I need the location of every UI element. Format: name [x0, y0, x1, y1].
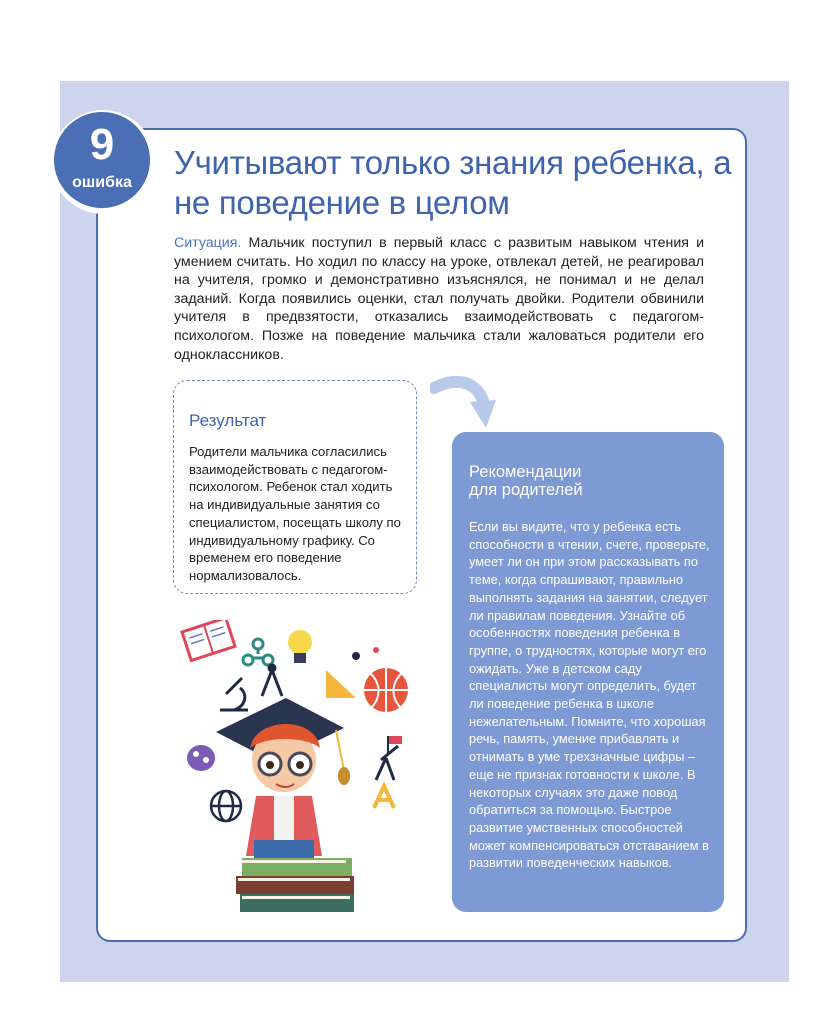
molecule-icon — [243, 639, 273, 665]
palette-icon — [187, 745, 215, 771]
letter-a-icon — [374, 786, 394, 808]
light-bulb-icon — [288, 630, 312, 663]
recommendations-heading — [469, 463, 709, 499]
recommendations-heading-line2: для родителей — [469, 481, 583, 499]
page-title: Учитывают только знания ребенка, а не поведение в целом — [174, 144, 732, 221]
badge-number: 9 — [89, 120, 115, 169]
situation-paragraph — [174, 234, 704, 364]
result-box — [173, 380, 417, 594]
recommendations-text: Если вы видите, что у ребенка есть способности в чтении, счете, проверьте, умеет ли он при этом рассказывать по теме, когда спрашивают, правильно выполнять задания на занятии, следует ли правилам поведения. Узнайте об особенностях поведения ребенка в группе, о трудностях, которые могут его ожидать. Уже в детском саду специалисты могут определить, будет ли поведение ребенка в школе нежелательным. Помните, что хорошая речь, память, умение прибавлять и отнимать в уме трехзначные цифры – еще не признак готовности к школе. В некоторых случаях это даже повод обратиться за помощью. Быстрое развитие умственных способностей может компенсироваться отставанием в развитии поведенческих навыков. — [469, 519, 710, 871]
badge-label: ошибка — [72, 174, 132, 191]
triangle-ruler-icon — [326, 670, 356, 698]
boy-on-books-illustration — [176, 620, 421, 920]
recommendations-box — [452, 432, 724, 912]
microscope-icon — [220, 678, 248, 710]
situation-text: Мальчик поступил в первый класс с развитым навыком чтения и умением считать. Но ходил по классу на уроке, отвлекал детей, не реагировал на учителя, громко и демонстративно изъяснялся, не понимал и не делал заданий. Когда появились оценки, стал получать двойки. Родители обвинили учителя в предвзятости, отказались взаимодействовать с педагогом-психологом. Позже на поведение мальчика стали жаловаться родители его одноклассников. — [174, 235, 704, 363]
basketball-icon — [364, 668, 408, 712]
situation-lead: Ситуация. — [174, 235, 242, 251]
globe-icon — [211, 791, 241, 821]
result-heading: Результат — [189, 411, 267, 430]
recommendations-heading-line1: Рекомендации — [469, 463, 582, 481]
open-book-icon — [182, 620, 235, 661]
curved-arrow-icon — [430, 374, 500, 434]
mistake-badge — [54, 112, 150, 208]
compass-icon — [262, 665, 282, 696]
books-stack — [236, 858, 354, 912]
result-text: Родители мальчика согласились взаимодействовать с педагогом-психологом. Ребенок стал ходить на индивидуальные занятия со специалистом, посещать школу по индивидуальному графику. Со временем его поведение нормализовалось. — [189, 444, 401, 583]
